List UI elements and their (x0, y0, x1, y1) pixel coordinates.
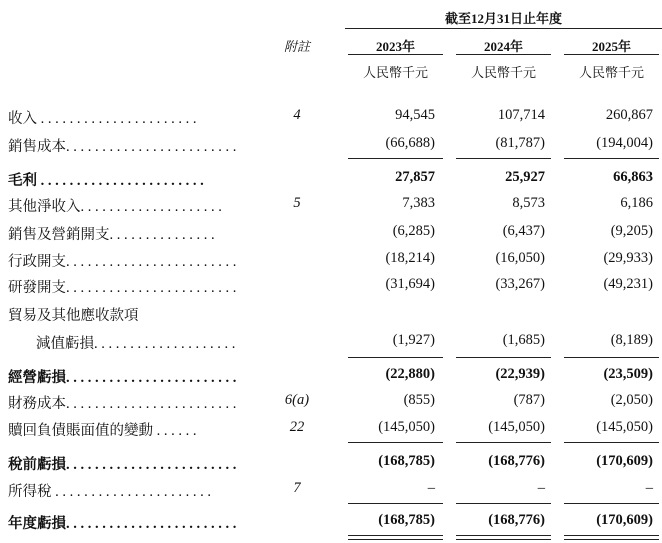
year-header-2023: 2023年 (375, 39, 415, 54)
row-label (8, 250, 240, 271)
row-value-2023: (22,880) (385, 366, 435, 382)
row-label (8, 107, 240, 128)
row-value-2024: 107,714 (497, 107, 545, 123)
row-label (8, 276, 240, 297)
row-value-2023: (6,285) (392, 223, 435, 239)
row-label-text: 行政開支 (8, 254, 66, 270)
row-value-2024: (16,050) (495, 250, 545, 266)
total-double-rule (348, 535, 443, 536)
row-label-text: 銷售成本 (8, 139, 66, 155)
row-label-text: 經營虧損 (8, 370, 66, 386)
row-value-2025: (2,050) (610, 392, 653, 408)
row-leader-dots: . . . . . . . . . . . . . . . . . . . . . . . (37, 173, 204, 189)
total-double-rule (456, 539, 551, 540)
statement-row (0, 248, 662, 270)
row-value-2025: 260,867 (605, 107, 653, 123)
row-label (8, 453, 240, 474)
row-label-text: 毛利 (8, 173, 37, 189)
row-value-2024: 8,573 (512, 195, 545, 211)
row-value-2024: (168,776) (488, 453, 545, 469)
row-value-2023: (168,785) (378, 512, 435, 528)
row-value-2024: (81,787) (495, 135, 545, 151)
year-header-2025: 2025年 (591, 39, 631, 54)
row-value-2023: (145,050) (378, 419, 435, 435)
row-label-text: 銷售及營銷開支 (8, 227, 110, 243)
row-value-2023: 94,545 (395, 107, 435, 123)
row-value-2025: 66,863 (613, 169, 653, 185)
statement-row (0, 105, 662, 127)
statement-row (0, 478, 662, 500)
statement-row (0, 221, 662, 243)
row-leader-dots: . . . . . . . . . . . . . . . . . . . . . . (51, 484, 211, 500)
row-leader-dots: . . . . . . (153, 423, 197, 439)
row-leader-dots: . . . . . . . . . . . . . . . (109, 227, 215, 243)
row-label (8, 304, 240, 325)
row-leader-dots: . . . . . . . . . . . . . . . . . . . . (94, 336, 236, 352)
row-leader-dots: . . . . . . . . . . . . . . . . . . . . . . . . (66, 254, 237, 270)
statement-row (0, 417, 662, 439)
subtotal-rule (456, 357, 551, 358)
total-double-rule (564, 535, 659, 536)
row-label (8, 195, 240, 216)
row-label (8, 512, 240, 533)
row-label (8, 169, 240, 190)
statement-row (0, 302, 662, 324)
subtotal-rule (564, 158, 659, 159)
row-label (8, 392, 240, 413)
row-leader-dots: . . . . . . . . . . . . . . . . . . . . . . . . (66, 457, 237, 473)
row-value-2025: (8,189) (610, 332, 653, 348)
period-title: 截至12月31日止年度 (444, 11, 562, 26)
statement-row (0, 274, 662, 296)
subtotal-rule (456, 158, 551, 159)
subtotal-rule (348, 442, 443, 443)
row-leader-dots: . . . . . . . . . . . . . . . . . . . . . . . . (66, 516, 237, 532)
row-value-2023: (31,694) (385, 276, 435, 292)
subtotal-rule (348, 158, 443, 159)
row-note-ref: 7 (293, 480, 301, 496)
row-label-text: 貿易及其他應收款項 (8, 308, 139, 324)
year-rule-2025 (564, 54, 659, 55)
statement-row (0, 390, 662, 412)
row-leader-dots: . . . . . . . . . . . . . . . . . . . . (80, 199, 222, 215)
total-double-rule (348, 539, 443, 540)
subtotal-rule (456, 442, 551, 443)
row-value-2024: (787) (513, 392, 545, 408)
row-label (36, 332, 240, 353)
row-label-text: 所得稅 (8, 484, 52, 500)
subtotal-rule (348, 357, 443, 358)
row-leader-dots: . . . . . . . . . . . . . . . . . . . . . . (37, 111, 197, 127)
statement-row (0, 133, 662, 155)
row-label-text: 研發開支 (8, 280, 66, 296)
statement-row (0, 330, 662, 352)
statement-row (0, 451, 662, 473)
row-label-text: 贖回負債賬面值的變動 (8, 423, 153, 439)
row-value-2025: (194,004) (596, 135, 653, 151)
row-value-2025: (145,050) (596, 419, 653, 435)
row-value-2024: (168,776) (488, 512, 545, 528)
subtotal-rule (564, 503, 659, 504)
row-label-text: 財務成本 (8, 396, 66, 412)
row-note-ref: 5 (293, 195, 301, 211)
subtotal-rule (456, 503, 551, 504)
row-value-2025: (9,205) (610, 223, 653, 239)
row-label (8, 419, 240, 440)
row-value-2024: (33,267) (495, 276, 545, 292)
row-label-text: 減值虧損 (36, 336, 94, 352)
unit-label-2025: 人民幣千元 (578, 65, 644, 80)
row-value-2025: (29,933) (603, 250, 653, 266)
row-value-2025: (170,609) (596, 453, 653, 469)
row-value-2024: (145,050) (488, 419, 545, 435)
year-rule-2023 (348, 54, 443, 55)
row-leader-dots: . . . . . . . . . . . . . . . . . . . . . . . . (66, 280, 237, 296)
row-value-2025: (49,231) (603, 276, 653, 292)
unit-label-2023: 人民幣千元 (362, 65, 428, 80)
row-value-2025: 6,186 (620, 195, 653, 211)
subtotal-rule (564, 357, 659, 358)
row-value-2025: – (645, 480, 653, 496)
row-value-2024: 25,927 (505, 169, 545, 185)
row-value-2023: (168,785) (378, 453, 435, 469)
row-label-text: 稅前虧損 (8, 457, 66, 473)
unit-label-2024: 人民幣千元 (470, 65, 536, 80)
row-label (8, 223, 240, 244)
row-value-2024: (6,437) (502, 223, 545, 239)
statement-row (0, 193, 662, 215)
row-value-2023: (18,214) (385, 250, 435, 266)
subtotal-rule (564, 442, 659, 443)
year-header-2024: 2024年 (483, 39, 523, 54)
year-rule-2024 (456, 54, 551, 55)
row-value-2024: (1,685) (502, 332, 545, 348)
row-leader-dots: . . . . . . . . . . . . . . . . . . . . . . . . (66, 139, 237, 155)
row-value-2024: (22,939) (495, 366, 545, 382)
row-value-2025: (170,609) (596, 512, 653, 528)
row-value-2023: (855) (403, 392, 435, 408)
row-value-2023: – (427, 480, 435, 496)
row-label-text: 年度虧損 (8, 516, 66, 532)
row-value-2024: – (537, 480, 545, 496)
statement-row (0, 510, 662, 532)
row-value-2023: (1,927) (392, 332, 435, 348)
row-note-ref: 22 (289, 419, 305, 435)
row-label (8, 366, 240, 387)
row-note-ref: 4 (293, 107, 301, 123)
row-value-2023: 7,383 (402, 195, 435, 211)
row-value-2025: (23,509) (603, 366, 653, 382)
row-note-ref: 6(a) (284, 392, 310, 408)
row-label (8, 135, 240, 156)
total-double-rule (456, 535, 551, 536)
row-label-text: 收入 (8, 111, 37, 127)
row-label-text: 其他淨收入 (8, 199, 81, 215)
row-value-2023: (66,688) (385, 135, 435, 151)
row-leader-dots: . . . . . . . . . . . . . . . . . . . . . . . . (66, 396, 237, 412)
row-label (8, 480, 240, 501)
row-leader-dots: . . . . . . . . . . . . . . . . . . . . . . . . (66, 370, 237, 386)
statement-row (0, 364, 662, 386)
statement-row (0, 167, 662, 189)
note-column-header: 附註 (283, 39, 310, 54)
subtotal-rule (348, 503, 443, 504)
period-rule (345, 28, 662, 29)
row-value-2023: 27,857 (395, 169, 435, 185)
total-double-rule (564, 539, 659, 540)
